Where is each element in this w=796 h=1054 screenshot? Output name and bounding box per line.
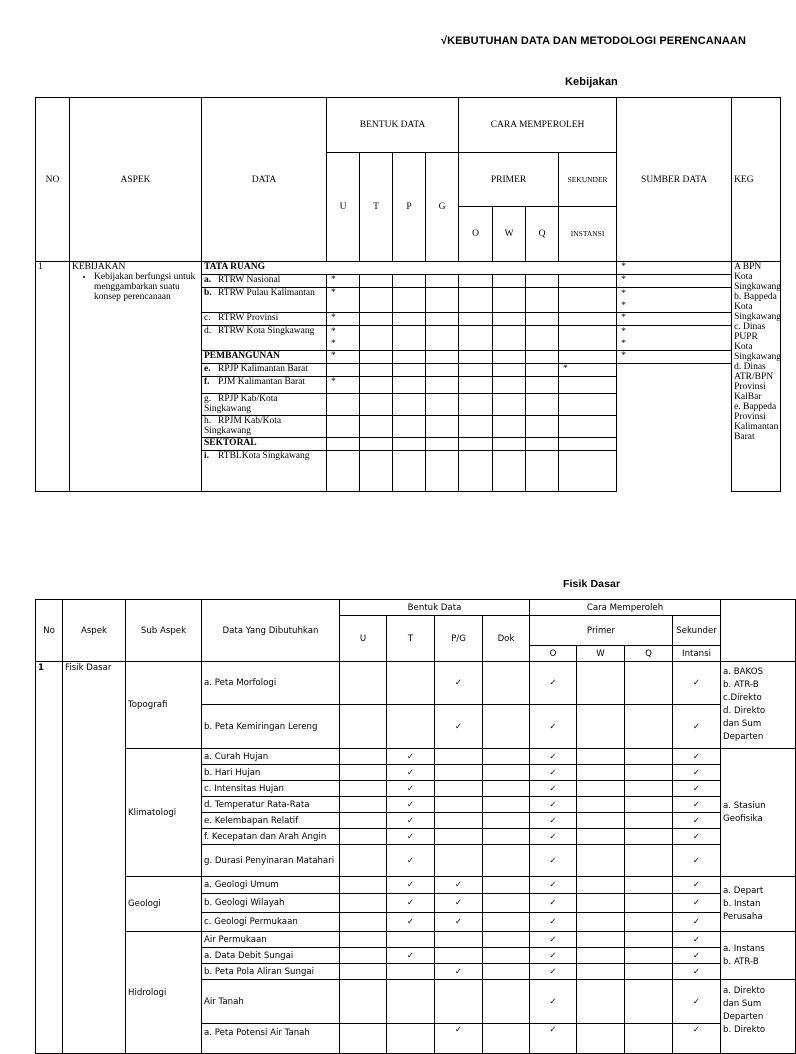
mark-instansi: * *: [617, 288, 732, 313]
kebijakan-table: [35, 97, 781, 492]
mark-u: *: [327, 288, 360, 313]
data-item: [202, 451, 327, 492]
sub-aspek-hidrologi: Hidrologi: [126, 932, 202, 1054]
check-mark: ✓: [435, 877, 483, 894]
header-o: O: [530, 646, 577, 662]
check-mark: ✓: [530, 964, 577, 980]
check-mark: ✓: [530, 813, 577, 829]
item-text: RTRW Kota Singkawang: [218, 326, 315, 336]
header-aspek: ASPEK: [70, 98, 202, 262]
check-mark: ✓: [387, 829, 435, 845]
check-mark: ✓: [673, 705, 721, 749]
item-letter: b.: [204, 288, 212, 298]
mark-u: *: [327, 275, 360, 288]
data-item: [202, 326, 327, 351]
data-row: f. Kecepatan dan Arah Angin: [202, 829, 340, 845]
data-item: [202, 394, 327, 416]
check-mark: ✓: [530, 980, 577, 1024]
check-mark: ✓: [673, 845, 721, 877]
row-no: 1: [36, 662, 63, 1054]
mark-instansi: *: [617, 351, 732, 364]
check-mark: ✓: [435, 662, 483, 705]
data-row: a. Geologi Umum: [202, 877, 340, 894]
group-tata-ruang: TATA RUANG: [202, 262, 617, 275]
aspek-cell: Fisik Dasar: [63, 662, 126, 1054]
check-mark: ✓: [673, 829, 721, 845]
item-text: PJM Kalimantan Barat: [218, 377, 306, 387]
check-mark: ✓: [435, 964, 483, 980]
check-mark: ✓: [673, 932, 721, 948]
check-mark: ✓: [387, 948, 435, 964]
data-row: a. Data Debit Sungai: [202, 948, 340, 964]
item-text: RPJM Kab/Kota Singkawang: [204, 416, 282, 436]
header-t: T: [360, 153, 393, 262]
data-row: a. Curah Hujan: [202, 749, 340, 765]
header-t: T: [387, 616, 435, 662]
item-text: RTRW Nasional: [218, 275, 281, 285]
header-cara-memperoleh: CARA MEMPEROLEH: [459, 98, 617, 153]
sumber-topografi: a. BAKOS b. ATR-B c.Direkto d. Direkto dan Sum Departen: [721, 662, 796, 749]
check-mark: ✓: [387, 813, 435, 829]
section-title-fisik-dasar: Fisik Dasar: [563, 578, 621, 590]
check-mark: ✓: [387, 894, 435, 913]
item-letter: e.: [204, 364, 211, 374]
group-pembangunan: PEMBANGUNAN: [202, 351, 327, 364]
section-title-kebijakan: Kebijakan: [565, 76, 618, 88]
check-mark: ✓: [530, 797, 577, 813]
check-mark: ✓: [387, 797, 435, 813]
fisik-dasar-table: [35, 599, 796, 1054]
sumber-geologi: a. Depart b. Instan Perusaha: [721, 877, 796, 932]
header-no: No: [36, 600, 63, 662]
item-text: RPJP Kab/Kota Singkawang: [204, 394, 278, 414]
mark-instansi: *: [617, 313, 732, 326]
sumber-item: d. Dinas ATR/BPN Provinsi KalBar: [734, 362, 774, 402]
mark-instansi: * *: [617, 326, 732, 351]
check-mark: ✓: [387, 845, 435, 877]
row-no: 1: [36, 262, 70, 492]
check-mark: ✓: [673, 797, 721, 813]
check-mark: ✓: [673, 913, 721, 932]
check-mark: ✓: [530, 705, 577, 749]
check-mark: ✓: [673, 894, 721, 913]
sumber-data-cell: [732, 262, 781, 492]
header-data: DATA: [202, 98, 327, 262]
data-row: Air Permukaan: [202, 932, 340, 948]
mark-u: *: [327, 313, 360, 326]
main-title: √KEBUTUHAN DATA DAN METODOLOGI PERENCANAAN: [441, 35, 746, 47]
header-sumber-data: SUMBER DATA: [617, 98, 732, 262]
item-letter: d.: [204, 326, 212, 336]
check-mark: ✓: [435, 894, 483, 913]
data-item: [202, 416, 327, 438]
check-mark: ✓: [530, 1024, 577, 1054]
check-mark: ✓: [673, 1024, 721, 1054]
sumber-klimatologi: a. Stasiun Geofisika: [721, 749, 796, 877]
check-mark: ✓: [387, 913, 435, 932]
mark-instansi: *: [617, 275, 732, 288]
header-instansi: INSTANSI: [559, 207, 617, 262]
check-mark: ✓: [530, 932, 577, 948]
sumber-item: b. Bappeda Kota Singkawang: [734, 292, 782, 322]
check-mark: ✓: [530, 829, 577, 845]
data-item: [202, 364, 327, 377]
data-row: g. Durasi Penyinaran Matahari: [202, 845, 340, 877]
data-row: c. Geologi Permukaan: [202, 913, 340, 932]
sumber-item: c. Dinas PUPR Kota Singkawang: [734, 322, 782, 362]
header-pg: P/G: [435, 616, 483, 662]
check-mark: ✓: [387, 877, 435, 894]
item-letter: a.: [204, 275, 212, 285]
header-q: Q: [625, 646, 673, 662]
group-sektoral: SEKTORAL: [202, 438, 327, 451]
check-mark: ✓: [673, 948, 721, 964]
item-letter: h.: [204, 416, 212, 426]
item-text: RTRW Pulau Kalimantan: [218, 288, 315, 298]
header-no: NO: [36, 98, 70, 262]
data-item: [202, 288, 327, 313]
header-keg: KEG: [732, 98, 781, 262]
item-letter: c.: [204, 313, 211, 323]
check-mark: ✓: [673, 964, 721, 980]
data-item: [202, 377, 327, 394]
sub-aspek-klimatologi: Klimatologi: [126, 749, 202, 877]
check-mark: ✓: [673, 765, 721, 781]
header-g: G: [426, 153, 459, 262]
check-mark: ✓: [673, 662, 721, 705]
data-row: b. Peta Kemiringan Lereng: [202, 705, 340, 749]
data-row: c. Intensitas Hujan: [202, 781, 340, 797]
check-mark: ✓: [673, 781, 721, 797]
header-u: U: [327, 153, 360, 262]
check-mark: ✓: [530, 913, 577, 932]
check-mark: ✓: [530, 948, 577, 964]
header-primer: PRIMER: [459, 153, 559, 207]
check-mark: ✓: [530, 662, 577, 705]
sub-aspek-geologi: Geologi: [126, 877, 202, 932]
data-row: Air Tanah: [202, 980, 340, 1024]
header-bentuk-data: BENTUK DATA: [327, 98, 459, 153]
check-mark: ✓: [530, 845, 577, 877]
mark-u: *: [327, 377, 360, 394]
header-u: U: [340, 616, 387, 662]
check-mark: ✓: [530, 749, 577, 765]
header-cara-memperoleh: Cara Memperoleh: [530, 600, 721, 616]
item-text: RPJP Kalimantan Barat: [218, 364, 308, 374]
item-text: RTRW Provinsi: [218, 313, 279, 323]
check-mark: ✓: [435, 705, 483, 749]
sumber-item: e. Bappeda Provinsi Kalimantan Barat: [734, 402, 779, 442]
header-aspek: Aspek: [63, 600, 126, 662]
header-sekunder: Sekunder: [673, 616, 721, 646]
sumber-hidrologi-permukaan: a. Instans b. ATR-B: [721, 932, 796, 980]
mark-u: *: [327, 351, 360, 364]
mark-u: * *: [327, 326, 360, 351]
check-mark: ✓: [673, 980, 721, 1024]
sub-aspek-topografi: Topografi: [126, 662, 202, 749]
data-row: a. Peta Morfologi: [202, 662, 340, 705]
mark: *: [617, 262, 732, 275]
header-w: W: [577, 646, 625, 662]
check-mark: ✓: [387, 781, 435, 797]
aspek-bullet: • Kebijakan berfungsi untuk menggambarkan suatu konsep perencanaan: [94, 272, 199, 302]
aspek-title: KEBIJAKAN: [72, 262, 126, 272]
data-row: d. Temperatur Rata-Rata: [202, 797, 340, 813]
data-row: b. Geologi Wilayah: [202, 894, 340, 913]
data-row: e. Kelembapan Relatif: [202, 813, 340, 829]
header-primer: Primer: [530, 616, 673, 646]
header-data-yang: Data Yang Dibutuhkan: [202, 600, 340, 662]
sumber-hidrologi-tanah: a. Direkto dan Sum Departen b. Direkto: [721, 980, 796, 1054]
header-o: O: [459, 207, 493, 262]
header-p: P: [393, 153, 426, 262]
header-dok: Dok: [483, 616, 530, 662]
check-mark: ✓: [530, 765, 577, 781]
check-mark: ✓: [530, 877, 577, 894]
data-row: b. Hari Hujan: [202, 765, 340, 781]
data-item: [202, 275, 327, 288]
aspek-cell: [70, 262, 202, 492]
check-mark: ✓: [673, 813, 721, 829]
mark-instansi: *: [559, 364, 617, 377]
data-item: [202, 313, 327, 326]
header-instansi: Intansi: [673, 646, 721, 662]
check-mark: ✓: [435, 1024, 483, 1054]
check-mark: ✓: [673, 749, 721, 765]
item-letter: i.: [204, 451, 210, 461]
data-row: a. Peta Potensi Air Tanah: [202, 1024, 340, 1054]
check-mark: ✓: [387, 749, 435, 765]
header-bentuk-data: Bentuk Data: [340, 600, 530, 616]
item-letter: g.: [204, 394, 212, 404]
check-mark: ✓: [530, 894, 577, 913]
header-sekunder: SEKUNDER: [559, 153, 617, 207]
check-mark: ✓: [673, 877, 721, 894]
header-sumber: [721, 600, 796, 662]
data-row: b. Peta Pola Aliran Sungai: [202, 964, 340, 980]
check-mark: ✓: [530, 781, 577, 797]
header-sub-aspek: Sub Aspek: [126, 600, 202, 662]
check-mark: ✓: [435, 913, 483, 932]
check-mark: ✓: [387, 765, 435, 781]
item-letter: f.: [204, 377, 210, 387]
header-q: Q: [526, 207, 559, 262]
sumber-item: A BPN Kota Singkawang: [734, 262, 782, 292]
item-text: RTBLKota Singkawang: [218, 451, 310, 461]
header-w: W: [493, 207, 526, 262]
